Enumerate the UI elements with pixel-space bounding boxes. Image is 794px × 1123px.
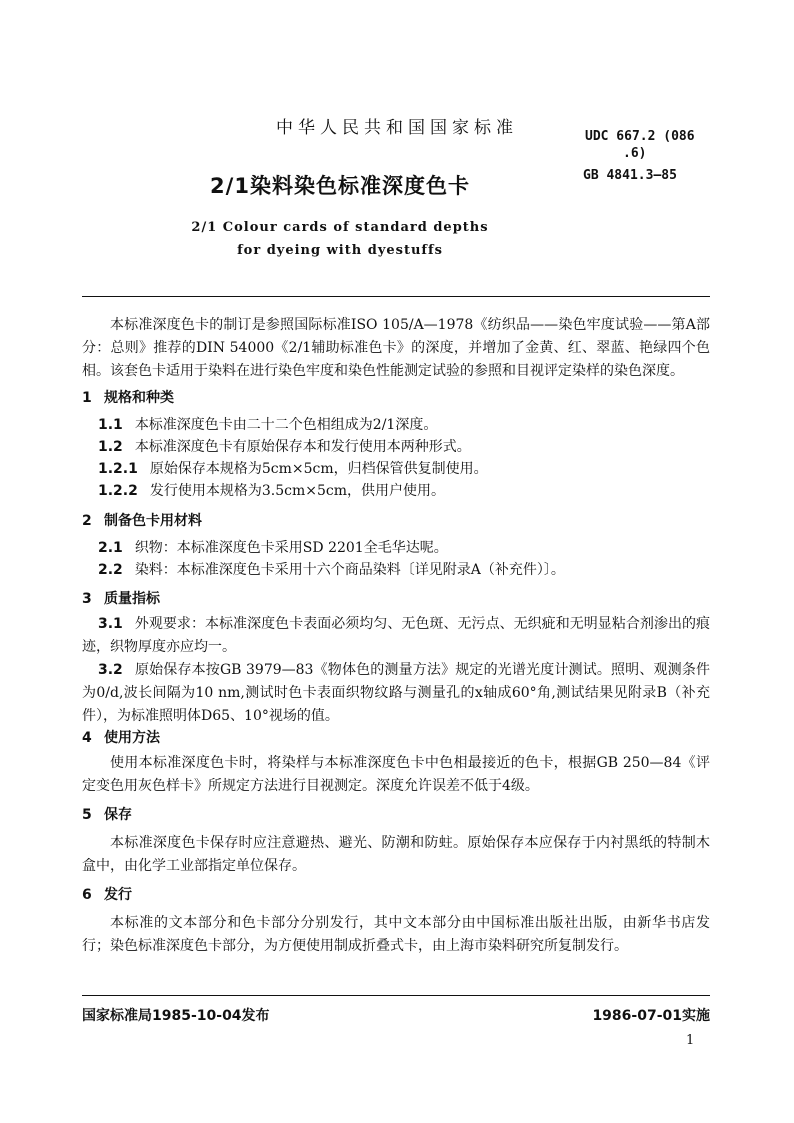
section-number: 3 xyxy=(82,591,92,607)
clause-number: 2.2 xyxy=(98,562,123,578)
section-6-heading xyxy=(82,884,132,904)
clause-number: 1.1 xyxy=(98,417,123,433)
clause-text: 染料：本标准深度色卡采用十六个商品染料〔详见附录A（补充件）〕。 xyxy=(134,562,565,578)
clause-text: 发行使用本规格为3.5cm×5cm，供用户使用。 xyxy=(149,483,446,499)
clause-text: 原始保存本按GB 3979—83《物体色的测量方法》规定的光谱光度计测试。照明、观测条件为0/d,波长间隔为10 nm,测试时色卡表面织物纹路与测量孔的x轴成60°角,测试结果见附录B（补充件），为标准照明体D65、10°视场的值。 xyxy=(82,662,710,724)
udc-code xyxy=(585,128,695,162)
clause-text: 本标准深度色卡有原始保存本和发行使用本两种形式。 xyxy=(134,439,471,455)
clause-number: 3.2 xyxy=(98,662,123,678)
section-number: 6 xyxy=(82,887,92,903)
clause-text: 原始保存本规格为5cm×5cm，归档保管供复制使用。 xyxy=(149,461,488,477)
clause-2-1 xyxy=(98,537,448,559)
section-title: 制备色卡用材料 xyxy=(104,513,202,529)
clause-1-2 xyxy=(98,436,471,458)
section-1-heading xyxy=(82,387,174,407)
section-2-heading xyxy=(82,510,202,530)
udc-code-line2: .6) xyxy=(623,146,647,161)
document-title: 2/1染料染色标准深度色卡 xyxy=(210,174,470,198)
section-number: 2 xyxy=(82,513,92,529)
section-title: 使用方法 xyxy=(104,730,160,746)
english-title-line1: 2/1 Colour cards of standard depths xyxy=(191,220,489,235)
section-6-paragraph: 本标准的文本部分和色卡部分分别发行，其中文本部分由中国标准出版社出版，由新华书店发行；染色标准深度色卡部分，为方便使用制成折叠式卡，由上海市染料研究所复制发行。 xyxy=(82,915,710,954)
section-title: 保存 xyxy=(104,807,132,823)
section-4-heading xyxy=(82,727,160,747)
clause-1-1 xyxy=(98,414,437,436)
standard-category-title: 中华人民共和国国家标准 xyxy=(276,118,518,138)
clause-number: 1.2.1 xyxy=(98,461,138,477)
clause-number: 2.1 xyxy=(98,540,123,556)
section-3-heading xyxy=(82,588,160,608)
section-number: 1 xyxy=(82,390,92,406)
section-4-paragraph: 使用本标准深度色卡时，将染样与本标准深度色卡中色相最接近的色卡，根据GB 250—84《评定变色用灰色样卡》所规定方法进行目视测定。深度允许误差不低于4级。 xyxy=(82,755,710,794)
section-5-heading xyxy=(82,804,132,824)
effective-date: 1986-07-01实施 xyxy=(592,1008,710,1024)
page-number: 1 xyxy=(686,1033,695,1048)
header-divider xyxy=(82,296,710,297)
clause-number: 1.2.2 xyxy=(98,483,138,499)
clause-number: 1.2 xyxy=(98,439,123,455)
clause-text: 外观要求：本标准深度色卡表面必须均匀、无色斑、无污点、无织疵和无明显粘合剂渗出的痕迹，织物厚度亦应均一。 xyxy=(82,616,710,655)
section-5-paragraph: 本标准深度色卡保存时应注意避热、避光、防潮和防蛀。原始保存本应保存于内衬黑纸的特制木盒中，由化学工业部指定单位保存。 xyxy=(82,835,710,874)
clause-3-1 xyxy=(82,613,710,659)
section-number: 5 xyxy=(82,807,92,823)
clause-3-2 xyxy=(82,659,710,728)
english-title xyxy=(0,216,680,262)
gb-code: GB 4841.3—85 xyxy=(583,168,677,183)
clause-text: 织物：本标准深度色卡采用SD 2201全毛华达呢。 xyxy=(134,540,448,556)
footer-divider xyxy=(82,995,710,996)
section-number: 4 xyxy=(82,730,92,746)
section-title: 发行 xyxy=(104,887,132,903)
intro-paragraph: 本标准深度色卡的制订是参照国际标准ISO 105/A—1978《纺织品——染色牢度试验——第A部分：总则》推荐的DIN 54000《2/1辅助标准色卡》的深度，并增加了金黄、红、翠蓝、艳绿四个色相。该套色卡适用于染料在进行染色牢度和染色性能测定试验的参照和目视评定染样的染色深度。 xyxy=(82,317,710,379)
clause-2-2 xyxy=(98,559,565,581)
section-title: 质量指标 xyxy=(104,591,160,607)
english-title-line2: for dyeing with dyestuffs xyxy=(237,243,443,258)
udc-code-line1: UDC 667.2 (086 xyxy=(585,129,695,144)
clause-1-2-1 xyxy=(98,458,488,480)
clause-number: 3.1 xyxy=(98,616,123,632)
clause-text: 本标准深度色卡由二十二个色相组成为2/1深度。 xyxy=(134,417,438,433)
issue-date: 国家标准局1985-10-04发布 xyxy=(82,1008,270,1024)
clause-1-2-2 xyxy=(98,480,445,502)
section-title: 规格和种类 xyxy=(104,390,174,406)
